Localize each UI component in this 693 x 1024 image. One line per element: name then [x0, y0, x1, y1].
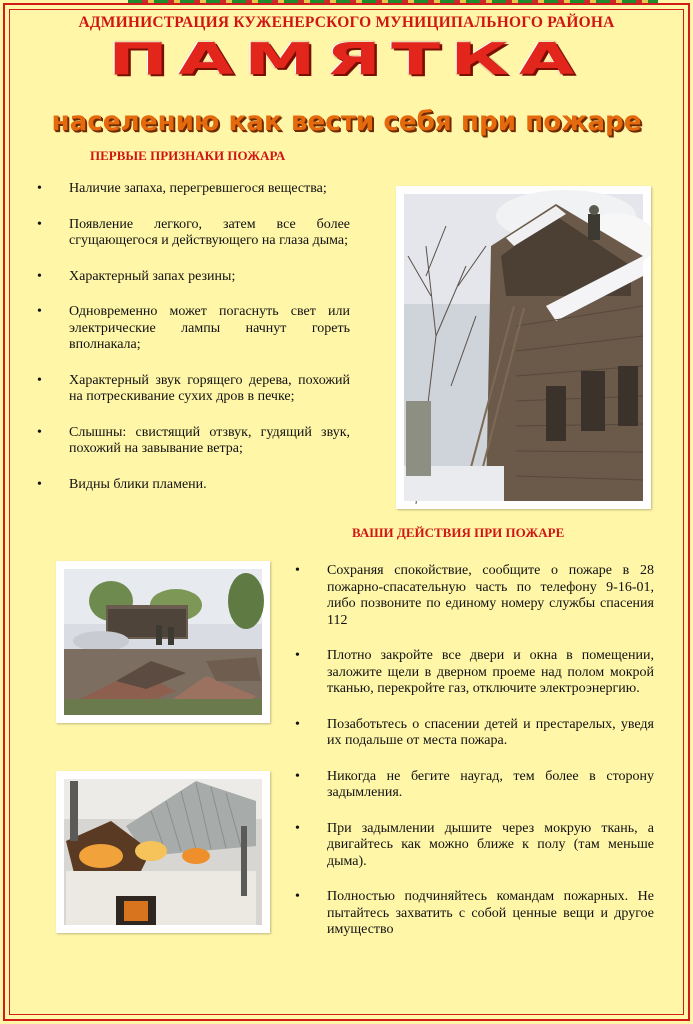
actions-list [327, 563, 654, 958]
list-item: • Плотно закройте все двери и окна в помещении, заложите щели в дверном проеме над полом мокрой тканью, перекройте газ, отключите электроэнергию. [327, 648, 654, 698]
list-item: • Одновременно может погаснуть свет или электрические лампы начнут гореть вполнакала; [69, 304, 350, 354]
list-item: • Слышны: свистящий отзвук, гудящий звук, похожий на завывание ветра; [69, 425, 350, 458]
poster-title: ПАМЯТКА [108, 34, 585, 86]
list-item: • Сохраняя спокойствие, сообщите о пожаре в 28 пожарно-спасательную часть по телефону 9-16-01, либо позвоните по единому номеру службы спасения 112 [327, 563, 654, 629]
list-item: • Никогда не бегите наугад, тем более в сторону задымления. [327, 769, 654, 802]
burning-house-photo [396, 186, 651, 509]
list-item: • Характерный звук горящего дерева, похожий на потрескивание сухих дров в печке; [69, 373, 350, 406]
first-signs-heading: ПЕРВЫЕ ПРИЗНАКИ ПОЖАРА [90, 148, 286, 163]
list-item: • Полностью подчиняйтесь командам пожарных. Не пытайтесь захватить с собой ценные вещи и другое имущество [327, 889, 654, 939]
first-signs-list [69, 181, 350, 512]
administration-header: АДМИНИСТРАЦИЯ КУЖЕНЕРСКОГО МУНИЦИПАЛЬНОГО РАЙОНА [78, 14, 615, 31]
list-item: • Характерный запах резины; [69, 269, 350, 286]
list-item: • Появление легкого, затем все более сгущающегося и действующего на глаза дыма; [69, 217, 350, 250]
burnt-ruins-photo [56, 561, 270, 723]
list-item: • Видны блики пламени. [69, 477, 350, 494]
list-item: • Наличие запаха, перегревшегося вещества; [69, 181, 350, 198]
list-item: • При задымлении дышите через мокрую ткань, а двигайтесь как можно ближе к полу (там меньше дыма). [327, 821, 654, 871]
poster-subtitle: населению как вести себя при пожаре [51, 106, 642, 137]
list-item: • Позаботьтесь о спасении детей и престарелых, уведя их подальше от места пожара. [327, 717, 654, 750]
actions-heading: ВАШИ ДЕЙСТВИЯ ПРИ ПОЖАРЕ [352, 525, 565, 540]
house-fire-photo [56, 771, 270, 933]
